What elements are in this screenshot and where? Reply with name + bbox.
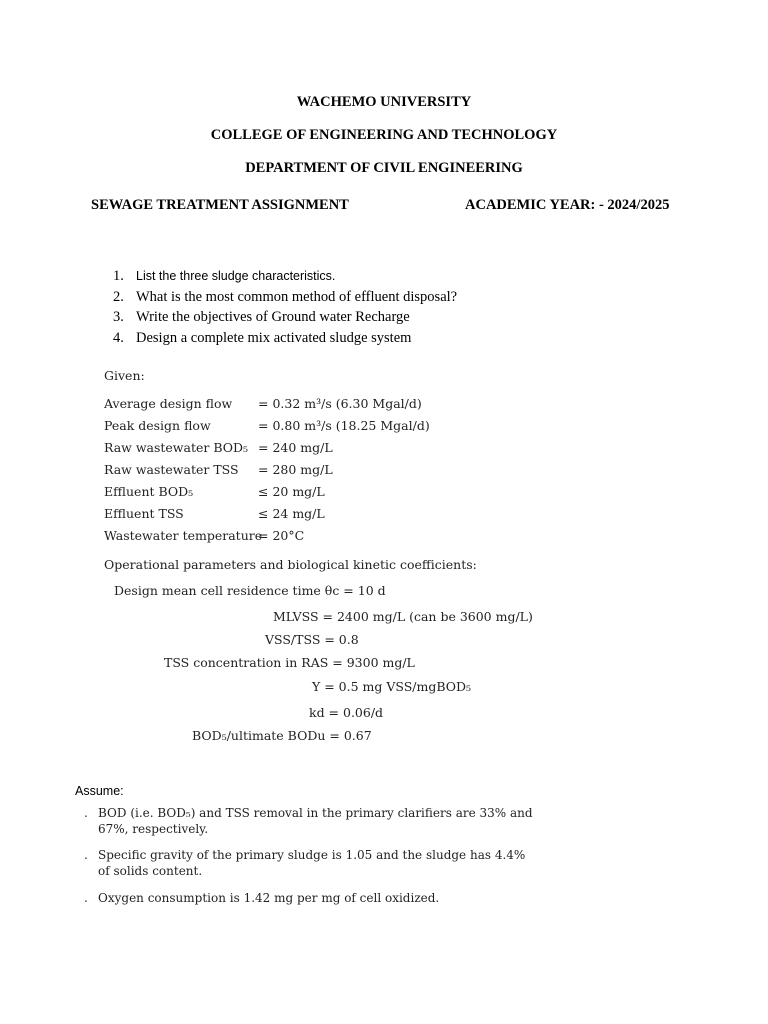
question-number: 1. [113,268,124,284]
assume-text: Oxygen consumption is 1.42 mg per mg of cell oxidized. [98,891,440,905]
given-title: Given: [104,368,145,383]
mlvss-value: MLVSS = 2400 mg/L (can be 3600 mg/L) [273,609,533,624]
cell-residence-time: Design mean cell residence time θc = 10 d [114,583,386,598]
yield-coefficient: Y = 0.5 mg VSS/mgBOD₅ [312,679,472,694]
given-value: = 0.32 m³/s (6.30 Mgal/d) [258,396,422,411]
question-list [113,266,457,348]
question-number: 2. [113,288,124,305]
bullet-icon: . [84,891,88,905]
academic-year: ACADEMIC YEAR: - 2024/2025 [465,197,670,213]
given-value: = 280 mg/L [258,462,333,477]
department-name: DEPARTMENT OF CIVIL ENGINEERING [245,160,523,176]
given-label: Wastewater temperature [104,528,263,543]
question-item [113,307,457,328]
bod-ratio: BOD₅/ultimate BODu = 0.67 [192,728,372,743]
given-value: = 20°C [258,528,305,543]
question-text: Write the objectives of Ground water Recharge [136,309,410,325]
assume-text: Specific gravity of the primary sludge is 1.05 and the sludge has 4.4% of solids content. [98,848,526,878]
operational-title: Operational parameters and biological kinetic coefficients: [104,557,477,572]
university-name: WACHEMO UNIVERSITY [296,94,472,110]
question-item [113,328,457,349]
question-item [113,266,457,287]
assume-title: Assume: [75,784,124,798]
given-label: Effluent BOD₅ [104,484,194,499]
question-number: 4. [113,329,124,346]
given-value: ≤ 24 mg/L [258,506,325,521]
kd-coefficient: kd = 0.06/d [309,705,384,720]
question-text: What is the most common method of effluent disposal? [136,288,458,305]
question-number: 3. [113,309,124,325]
given-label: Raw wastewater TSS [104,462,239,477]
given-label: Peak design flow [104,418,211,433]
question-item [113,287,457,308]
assume-item [84,847,534,879]
question-text: Design a complete mix activated sludge system [136,329,412,346]
given-label: Raw wastewater BOD₅ [104,440,249,455]
given-label: Average design flow [104,396,233,411]
tss-ras-value: TSS concentration in RAS = 9300 mg/L [164,655,415,670]
assume-item [84,890,534,906]
assume-item [84,805,534,837]
given-value: ≤ 20 mg/L [258,484,325,499]
college-name: COLLEGE OF ENGINEERING AND TECHNOLOGY [210,127,558,143]
question-text: List the three sludge characteristics. [136,269,336,283]
vss-tss-ratio: VSS/TSS = 0.8 [265,632,359,647]
assume-text: BOD (i.e. BOD₅) and TSS removal in the primary clarifiers are 33% and 67%, respectively. [98,806,533,836]
assignment-title: SEWAGE TREATMENT ASSIGNMENT [91,197,349,213]
bullet-icon: . [84,848,88,862]
given-label: Effluent TSS [104,506,184,521]
given-value: = 0.80 m³/s (18.25 Mgal/d) [258,418,430,433]
given-value: = 240 mg/L [258,440,333,455]
bullet-icon: . [84,806,88,820]
